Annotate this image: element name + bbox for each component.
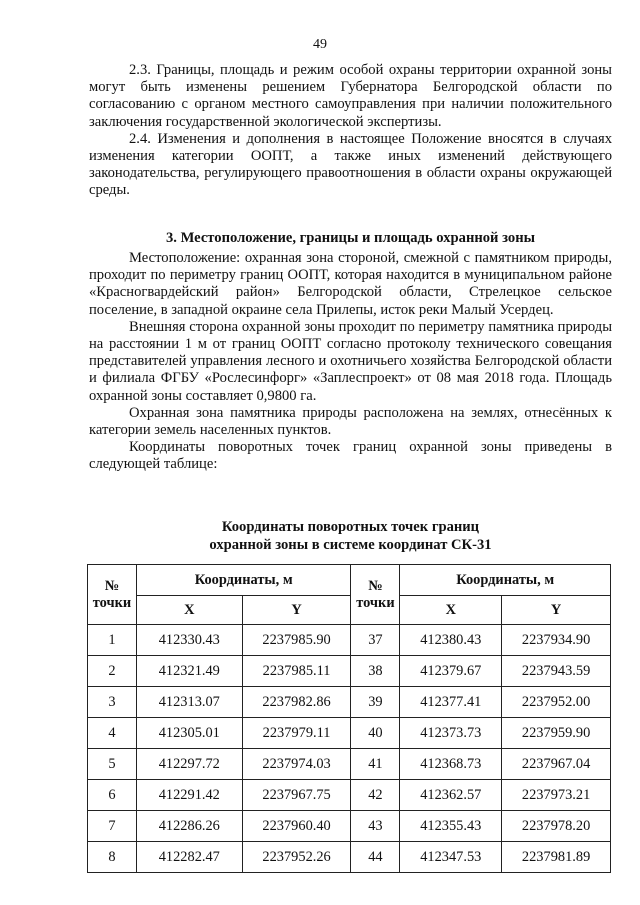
point-no: 41 [351,749,400,780]
coord-x: 412355.43 [400,811,502,842]
coord-x: 412379.67 [400,656,502,687]
coord-y: 2237985.90 [242,625,351,656]
table-title [89,518,612,554]
header-y-left: Y [242,596,351,625]
coord-y: 2237985.11 [242,656,351,687]
header-coords-left: Координаты, м [136,565,351,596]
table-row [88,749,611,780]
table-row [88,718,611,749]
page-number: 49 [313,37,327,52]
point-no: 3 [88,687,137,718]
table-row [88,780,611,811]
top-text-block [89,62,612,200]
coord-y: 2237981.89 [502,842,611,873]
table-row [88,842,611,873]
coord-x: 412330.43 [136,625,242,656]
coord-y: 2237979.11 [242,718,351,749]
coord-x: 412321.49 [136,656,242,687]
point-no: 1 [88,625,137,656]
coord-y: 2237978.20 [502,811,611,842]
table-row [88,811,611,842]
point-no: 38 [351,656,400,687]
coord-y: 2237967.04 [502,749,611,780]
header-point-no-left: № точки [88,565,137,625]
paragraph-land-category: Охранная зона памятника природы расположена на землях, отнесённых к категории земель населенных пунктов. [89,404,612,439]
point-no: 39 [351,687,400,718]
table-row [88,656,611,687]
point-no: 44 [351,842,400,873]
coord-x: 412347.53 [400,842,502,873]
header-point-no-right: № точки [351,565,400,625]
coord-x: 412313.07 [136,687,242,718]
paragraph-outer-boundary: Внешняя сторона охранной зоны проходит по периметру памятника природы на расстоянии 1 м от границ ООПТ согласно протоколу технического совещания представителей управления лесного и охотничьего хозяйства Белгородской области и филиала ФГБУ «Рослесинфорг» «Заплеспроект» от 08 мая 2018 года. Площадь охранной зоны составляет 0,9800 га. [89,318,612,404]
coord-y: 2237952.26 [242,842,351,873]
point-no: 43 [351,811,400,842]
coord-x: 412286.26 [136,811,242,842]
paragraph-2-4: 2.4. Изменения и дополнения в настоящее Положение вносятся в случаях изменения категории ООПТ, а также иных изменений действующего законодательства, регулирующего правоотношения в области охраны окружающей среды. [89,130,612,199]
point-no: 8 [88,842,137,873]
point-no: 37 [351,625,400,656]
header-x-left: X [136,596,242,625]
coord-x: 412297.72 [136,749,242,780]
header-coords-right: Координаты, м [400,565,611,596]
point-no: 40 [351,718,400,749]
table-row [88,625,611,656]
coord-y: 2237934.90 [502,625,611,656]
coord-y: 2237974.03 [242,749,351,780]
table-row [88,687,611,718]
coord-y: 2237943.59 [502,656,611,687]
coord-x: 412380.43 [400,625,502,656]
header-y-right: Y [502,596,611,625]
coord-y: 2237967.75 [242,780,351,811]
point-no: 42 [351,780,400,811]
point-no: 5 [88,749,137,780]
header-x-right: X [400,596,502,625]
coord-x: 412291.42 [136,780,242,811]
paragraph-location: Местоположение: охранная зона стороной, смежной с памятником природы, проходит по периметру границ ООПТ, которая находится в муниципальном районе «Красногвардейский район» Белгородской области, Стрелецкое сельское поселение, в западной окраине села Прилепы, исток реки Малый Усердец. [89,250,612,318]
coord-y: 2237960.40 [242,811,351,842]
coord-y: 2237982.86 [242,687,351,718]
section-heading: 3. Местоположение, границы и площадь охранной зоны [166,230,535,246]
table-title-line-1: Координаты поворотных точек границ [221,519,480,535]
point-no: 7 [88,811,137,842]
coord-x: 412282.47 [136,842,242,873]
coord-x: 412373.73 [400,718,502,749]
point-no: 6 [88,780,137,811]
coord-y: 2237959.90 [502,718,611,749]
coord-x: 412368.73 [400,749,502,780]
paragraph-table-intro: Координаты поворотных точек границ охранной зоны приведены в следующей таблице: [89,439,612,473]
point-no: 4 [88,718,137,749]
coord-y: 2237973.21 [502,780,611,811]
section-text-block [89,250,612,474]
table-title-line-2: охранной зоны в системе координат СК-31 [209,537,492,553]
coord-y: 2237952.00 [502,687,611,718]
coord-x: 412377.41 [400,687,502,718]
paragraph-2-3: 2.3. Границы, площадь и режим особой охраны территории охранной зоны могут быть изменены решением Губернатора Белгородской области по согласованию с органом местного самоуправления при наличии положительного заключения государственной экологической экспертизы. [89,62,612,130]
coord-x: 412305.01 [136,718,242,749]
coord-x: 412362.57 [400,780,502,811]
point-no: 2 [88,656,137,687]
coordinates-table [87,564,611,873]
